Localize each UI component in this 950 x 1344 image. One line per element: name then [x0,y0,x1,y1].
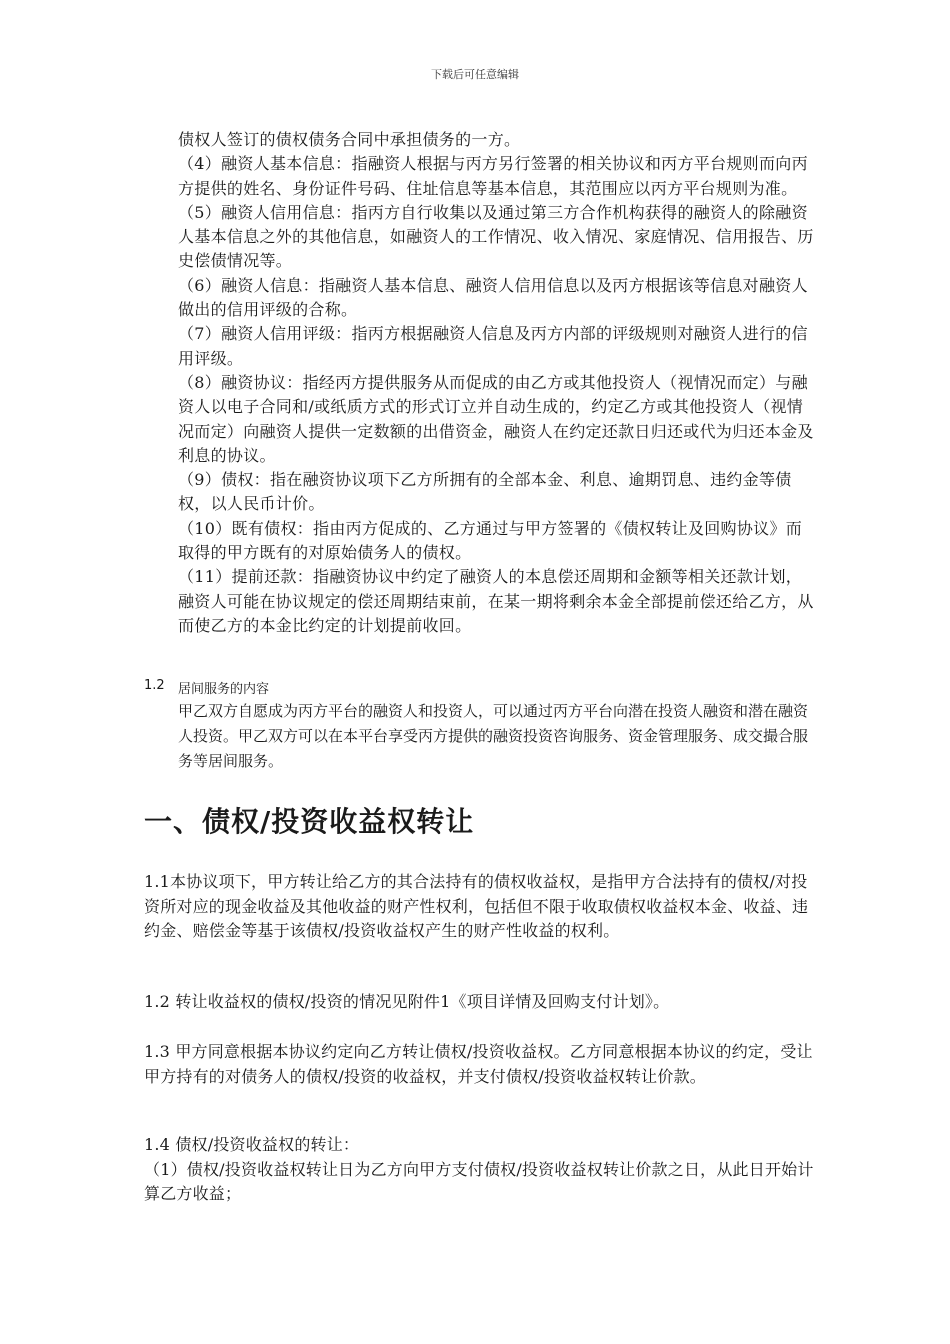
clause-title: 1.4 债权/投资收益权的转让： [144,1135,360,1154]
definition-item: （9）债权：指在融资协议项下乙方所拥有的全部本金、利息、逾期罚息、违约金等债权，以人民币计价。 [178,470,792,514]
page-header: 下载后可任意编辑 [431,68,519,81]
clause-text: 1.2 转让收益权的债权/投资的情况见附件1《项目详情及回购支付计划》。 [144,992,670,1011]
definition-continued: 债权人签订的债权债务合同中承担债务的一方。 [178,130,521,149]
clause-text: 1.1本协议项下，甲方转让给乙方的其合法持有的债权收益权，是指甲方合法持有的债权/对投资所对应的现金收益及其他收益的财产性权利，包括但不限于收取债权收益权本金、收益、违约金、赔偿金等基于该债权/投资收益权产生的财产性收益的权利。 [144,872,809,940]
clause-1-2 [144,990,814,1015]
definitions-list [178,128,818,638]
clause-text: 1.3 甲方同意根据本协议约定向乙方转让债权/投资收益权。乙方同意根据本协议的约定，受让甲方持有的对债务人的债权/投资的收益权，并支付债权/投资收益权转让价款。 [144,1042,813,1086]
clause-subitem: （1）债权/投资收益权转让日为乙方向甲方支付债权/投资收益权转让价款之日，从此日开始计算乙方收益； [144,1159,814,1203]
section-number: 1.2 [144,678,165,693]
clause-1-4 [144,1133,814,1207]
definition-item: （11）提前还款：指融资协议中约定了融资人的本息偿还周期和金额等相关还款计划，融资人可能在协议规定的偿还周期结束前，在某一期将剩余本金全部提前偿还给乙方，从而使乙方的本金比约定的计划提前收回。 [178,567,814,635]
clause-1-3 [144,1040,814,1089]
section-paragraph: 甲乙双方自愿成为丙方平台的融资人和投资人，可以通过丙方平台向潜在投资人融资和潜在融资人投资。甲乙双方可以在本平台享受丙方提供的融资投资咨询服务、资金管理服务、成交撮合服务等居间服务。 [178,702,809,770]
definition-item: （8）融资协议：指经丙方提供服务从而促成的由乙方或其他投资人（视情况而定）与融资人以电子合同和/或纸质方式的形式订立并自动生成的，约定乙方或其他投资人（视情况而定）向融资人提供一定数额的出借资金，融资人在约定还款日归还或代为归还本金及利息的协议。 [178,372,814,465]
definition-item: （4）融资人基本信息：指融资人根据与丙方另行签署的相关协议和丙方平台规则而向丙方提供的姓名、身份证件号码、住址信息等基本信息，其范围应以丙方平台规则为准。 [178,154,808,198]
definition-item: （6）融资人信息：指融资人基本信息、融资人信用信息以及丙方根据该等信息对融资人做出的信用评级的合称。 [178,275,808,320]
definition-item: （5）融资人信用信息：指丙方自行收集以及通过第三方合作机构获得的融资人的除融资人基本信息之外的其他信息，如融资人的工作情况、收入情况、家庭情况、信用报告、历史偿债情况等。 [178,202,814,271]
definition-item: （7）融资人信用评级：指丙方根据融资人信息及丙方内部的评级规则对融资人进行的信用评级。 [178,324,808,368]
chapter-heading: 一、债权/投资收益权转让 [144,805,475,838]
section-title: 居间服务的内容 [178,682,270,697]
definition-item: （10）既有债权：指由丙方促成的、乙方通过与甲方签署的《债权转让及回购协议》而取得的甲方既有的对原始债务人的债权。 [178,518,803,563]
clause-1-1 [144,870,814,944]
